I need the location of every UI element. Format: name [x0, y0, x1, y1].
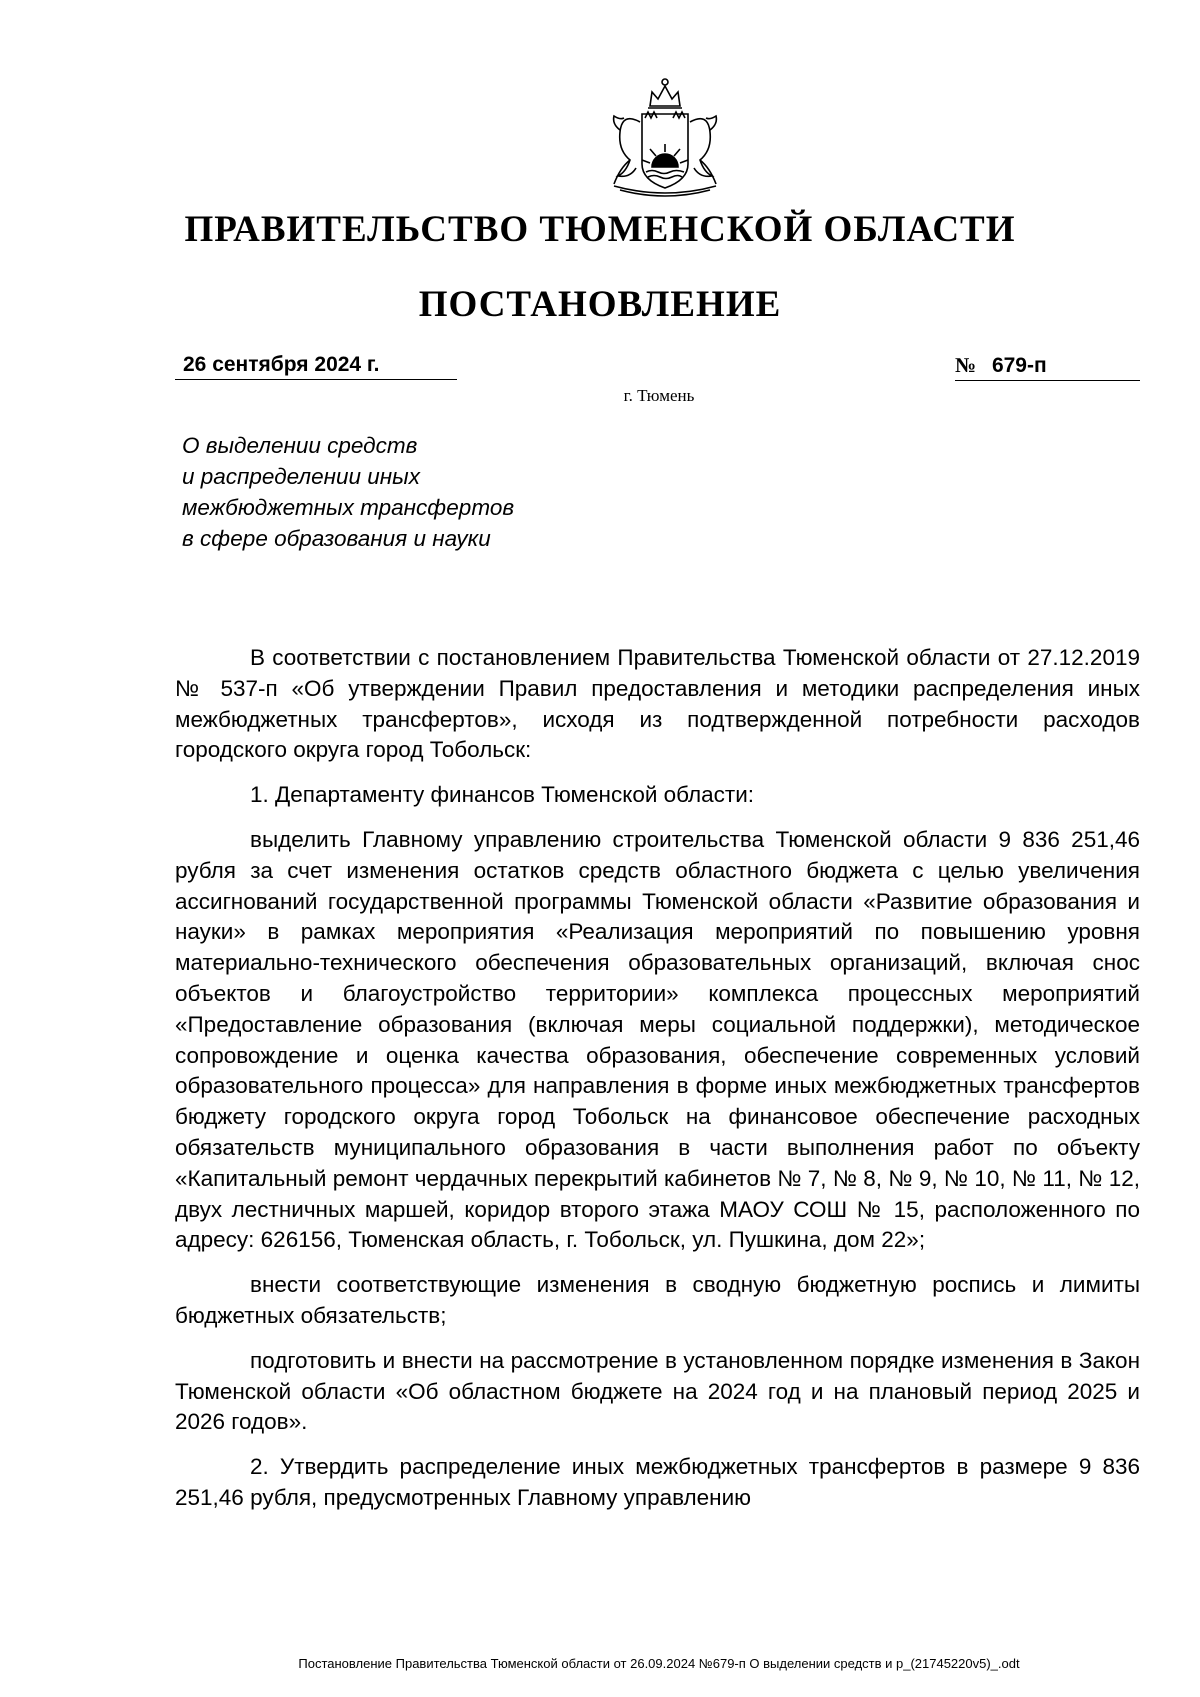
- coat-of-arms-emblem: [590, 72, 740, 202]
- document-type-title: ПОСТАНОВЛЕНИЕ: [418, 284, 782, 325]
- government-title: ПРАВИТЕЛЬСТВО ТЮМЕНСКОЙ ОБЛАСТИ: [184, 209, 1016, 250]
- document-date: 26 сентября 2024 г.: [183, 353, 380, 376]
- body-paragraph-prepare-law: подготовить и внести на рассмотрение в установленном порядке изменения в Закон Тюменской области «Об областном бюджете на 2024 год и на плановый период 2025 и 2026 годов».: [175, 1347, 1140, 1435]
- subject-line: межбюджетных трансфертов: [182, 495, 515, 520]
- document-number: 679-п: [991, 354, 1047, 377]
- body-paragraph-item-1: 1. Департаменту финансов Тюменской области:: [250, 782, 755, 808]
- number-sign: №: [955, 353, 977, 377]
- body-paragraph-amend-budget: внести соответствующие изменения в сводную бюджетную роспись и лимиты бюджетных обязательств;: [175, 1272, 1140, 1328]
- document-body: [175, 643, 1140, 1514]
- body-paragraph-preamble: В соответствии с постановлением Правительства Тюменской области от 27.12.2019 № 537-п «Об утверждении Правил предоставления и методики распределения иных межбюджетных трансфертов», исходя из подтвержденной потребности расходов городского округа город Тобольск:: [175, 645, 1140, 763]
- subject-line: О выделении средств: [182, 433, 418, 458]
- page-footer: Постановление Правительства Тюменской области от 26.09.2024 №679-п О выделении средств и р_(21745220v5)_.odt: [298, 1656, 1020, 1671]
- document-date-field: [175, 353, 457, 380]
- document-city: г. Тюмень: [623, 386, 695, 405]
- document-subject: [182, 430, 702, 554]
- subject-line: и распределении иных: [182, 464, 420, 489]
- body-paragraph-item-2: 2. Утвердить распределение иных межбюджетных трансфертов в размере 9 836 251,46 рубля, предусмотренных Главному управлению: [175, 1454, 1140, 1510]
- document-number-field: [955, 353, 1140, 381]
- subject-line: в сфере образования и науки: [182, 526, 491, 551]
- body-paragraph-allocate: выделить Главному управлению строительства Тюменской области 9 836 251,46 рубля за счет изменения остатков средств областного бюджета с целью увеличения ассигнований государственной программы Тюменской области «Развитие образования и науки» в рамках мероприятия «Реализация мероприятий по повышению уровня материально-технического обеспечения образовательных организаций, включая снос объектов и благоустройство территории» комплекса процессных мероприятий «Предоставление образования (включая меры социальной поддержки), методическое сопровождение и оценка качества образования, обеспечение современных условий образовательного процесса» для направления в форме иных межбюджетных трансфертов бюджету городского округа город Тобольск на финансовое обеспечение расходных обязательств муниципального образования в части выполнения работ по объекту «Капитальный ремонт чердачных перекрытий кабинетов № 7, № 8, № 9, № 10, № 11, № 12, двух лестничных маршей, коридор второго этажа МАОУ СОШ № 15, расположенного по адресу: 626156, Тюменская область, г. Тобольск, ул. Пушкина, дом 22»;: [175, 826, 1140, 1253]
